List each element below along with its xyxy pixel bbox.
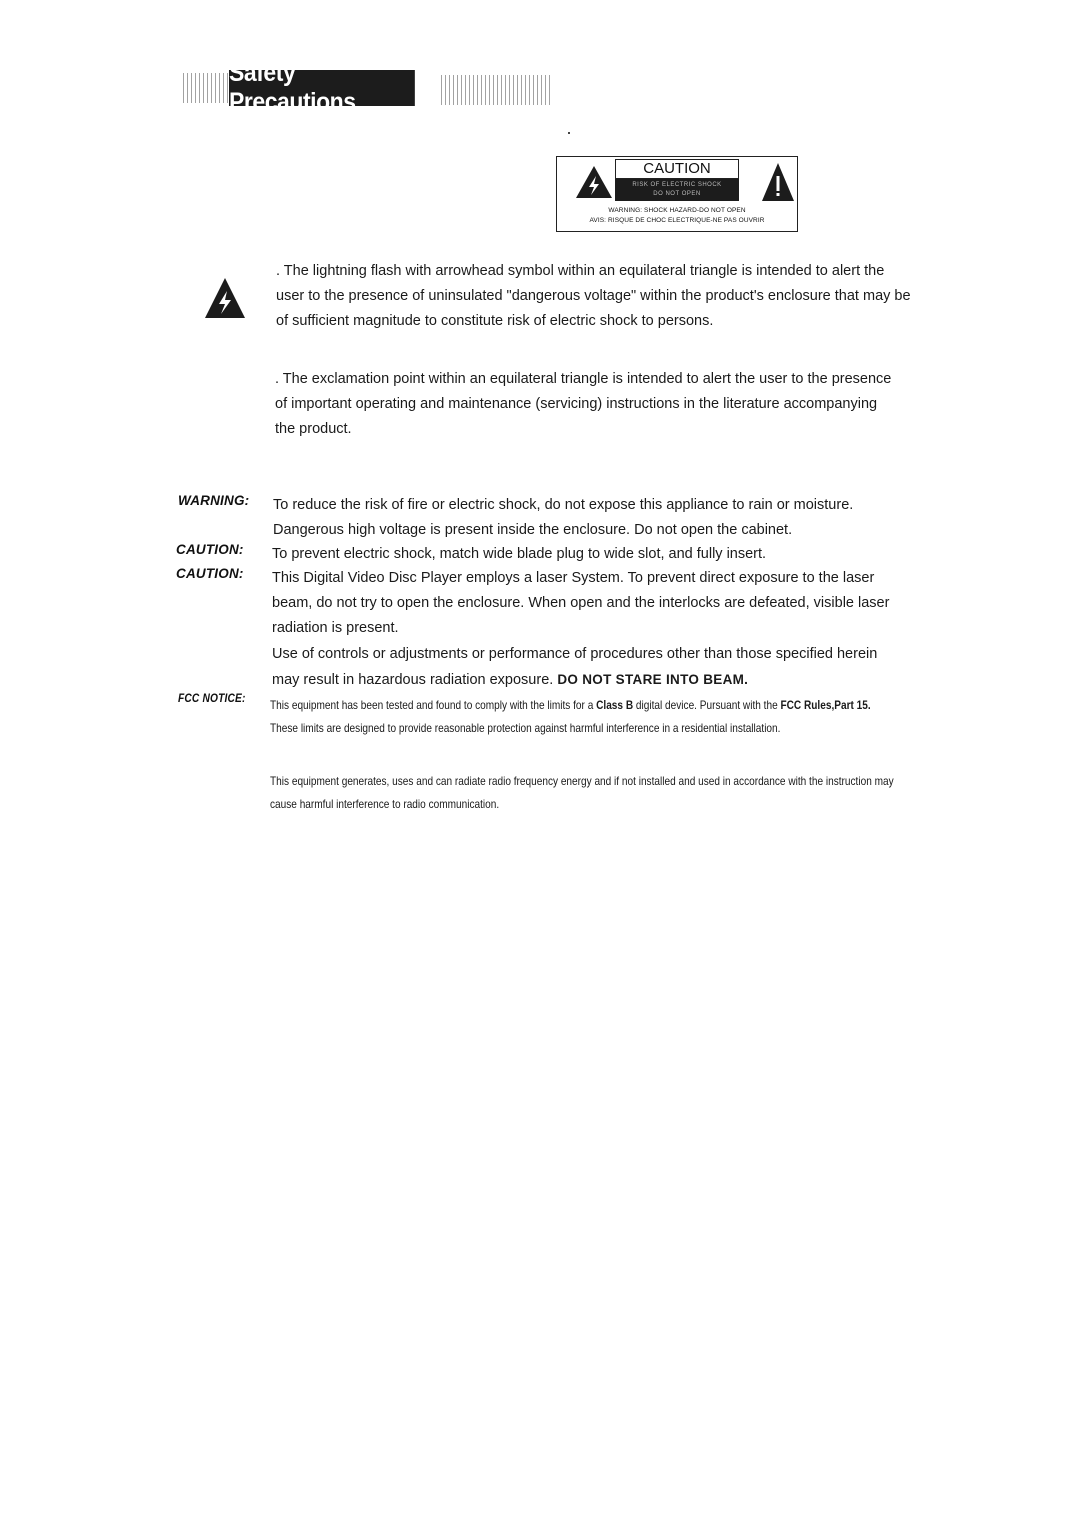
lightning-triangle-icon <box>204 277 246 319</box>
fcc-rules: FCC Rules,Part 15. <box>780 698 871 712</box>
caution-label-1: CAUTION: <box>176 542 244 557</box>
page-title-text: Safety Precautions <box>229 59 356 116</box>
exclamation-triangle-icon <box>761 162 795 202</box>
fcc-notice-label: FCC NOTICE: <box>178 691 246 705</box>
do-not-stare-warning: DO NOT STARE INTO BEAM. <box>557 672 749 687</box>
fcc-class-b: Class B <box>596 698 634 712</box>
header-hatch-right <box>441 75 551 105</box>
fcc-notice-text <box>270 694 900 740</box>
caution-label-2: CAUTION: <box>176 566 244 581</box>
caution-warning-french: AVIS: RISQUE DE CHOC ELECTRIQUE-NE PAS OUVRIR <box>589 217 765 224</box>
caution-text-2: This Digital Video Disc Player employs a laser System. To prevent direct exposure to the laser beam, do not try to open the enclosure. When open and the interlocks are defeated, visible laser radiation is present. <box>272 570 890 636</box>
lightning-triangle-icon <box>575 165 613 199</box>
warning-text: To reduce the risk of fire or electric shock, do not expose this appliance to rain or moisture. Dangerous high voltage is present inside the enclosure. Do not open the cabinet. <box>273 497 854 538</box>
fcc-notice-text-2: This equipment generates, uses and can radiate radio frequency energy and if not installed and used in accordance with the instruction may cause harmful interference to radio communication. <box>270 774 894 811</box>
caution-band <box>615 179 739 201</box>
header-hatch-left <box>183 73 229 103</box>
caution-label <box>556 156 798 232</box>
stray-dot <box>568 132 570 134</box>
page-title <box>229 59 415 116</box>
caution-heading: CAUTION <box>615 159 739 179</box>
caution-band-line1: RISK OF ELECTRIC SHOCK <box>632 182 722 188</box>
caution-warning-english: WARNING: SHOCK HAZARD-DO NOT OPEN <box>608 207 746 214</box>
fcc-text-b: digital device. Pursuant with the <box>635 698 778 712</box>
caution-band-line2: DO NOT OPEN <box>653 191 701 197</box>
controls-warning-text: Use of controls or adjustments or performance of procedures other than those specified herein may result in hazardous radiation exposure. <box>272 646 878 688</box>
exclamation-explanation: . The exclamation point within an equilateral triangle is intended to alert the user to the presence of important operating and maintenance (servicing) instructions in the literature accompanying the product. <box>275 371 892 437</box>
lightning-explanation: . The lightning flash with arrowhead symbol within an equilateral triangle is intended to alert the user to the presence of uninsulated "dangerous voltage" within the product's enclosure that may be of sufficient magnitude to constitute risk of electric shock to persons. <box>276 263 911 329</box>
fcc-text-c: These limits are designed to provide reasonable protection against harmful interference in a residential installation. <box>270 721 781 735</box>
caution-text-1: To prevent electric shock, match wide blade plug to wide slot, and fully insert. <box>272 546 767 562</box>
warning-label: WARNING: <box>178 493 250 508</box>
controls-warning <box>272 642 902 693</box>
fcc-text-a: This equipment has been tested and found to comply with the limits for a <box>270 698 594 712</box>
